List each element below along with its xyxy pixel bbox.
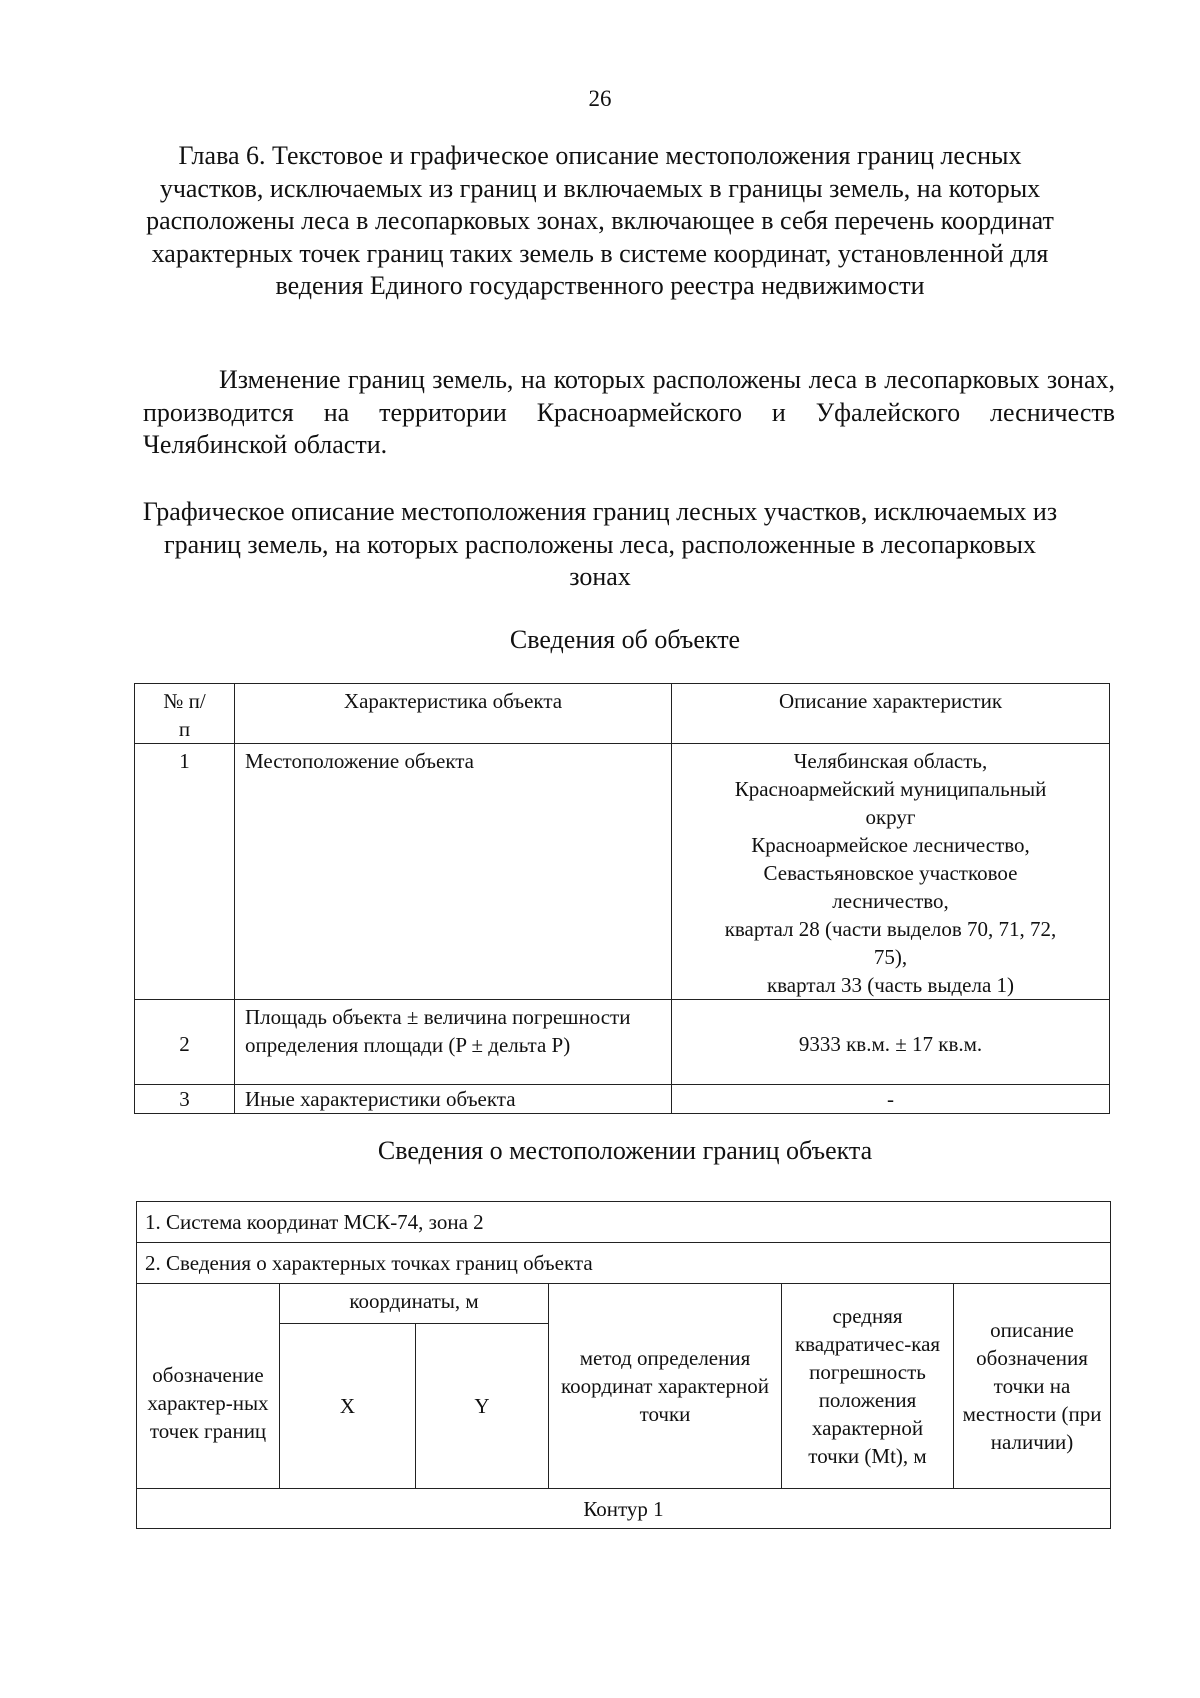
table-header-row bbox=[135, 684, 1110, 744]
chapter-title: Глава 6. Текстовое и графическое описание местоположения границ лесных участков, исключаемых из границ и включаемых в границы земель, на которых расположены леса в лесопарковых зонах, включающее в себя перечень координат характерных точек границ таких земель в системе координат, установленной для ведения Единого государственного реестра недвижимости bbox=[146, 141, 1054, 300]
header-method: метод определения координат характерной точки bbox=[549, 1284, 782, 1489]
row-num: 3 bbox=[135, 1085, 235, 1114]
contour-label: Контур 1 bbox=[137, 1489, 1111, 1529]
contour-row bbox=[137, 1489, 1111, 1529]
description-line: квартал 33 (часть выдела 1) bbox=[766, 973, 1015, 997]
table-row bbox=[135, 1085, 1110, 1114]
header-y: Y bbox=[416, 1324, 549, 1489]
row-num: 2 bbox=[135, 1000, 235, 1085]
header-coordinates: координаты, м bbox=[280, 1284, 549, 1324]
object-info-heading: Сведения об объекте bbox=[509, 625, 741, 654]
header-description: Описание характеристик bbox=[672, 684, 1110, 744]
row-characteristic: Площадь объекта ± величина погрешности определения площади (P ± дельта P) bbox=[235, 1000, 672, 1085]
description-line: 75), bbox=[873, 945, 908, 969]
coord-system-row bbox=[137, 1202, 1111, 1243]
description-line: лесничество, bbox=[832, 889, 949, 913]
row-description: - bbox=[672, 1085, 1110, 1114]
description-line: округ bbox=[865, 805, 916, 829]
coord-system: 1. Система координат МСК-74, зона 2 bbox=[137, 1202, 1111, 1243]
row-description bbox=[672, 744, 1110, 1000]
points-title: 2. Сведения о характерных точках границ объекта bbox=[137, 1243, 1111, 1284]
description-line: Красноармейское лесничество, bbox=[751, 833, 1030, 857]
description-line: Севастьяновское участковое bbox=[763, 861, 1018, 885]
row-characteristic: Иные характеристики объекта bbox=[235, 1085, 672, 1114]
boundary-info-heading: Сведения о местоположении границ объекта bbox=[377, 1136, 873, 1165]
description-line: квартал 28 (части выделов 70, 71, 72, bbox=[724, 917, 1057, 941]
header-point-description: описание обозначения точки на местности (при наличии) bbox=[954, 1284, 1111, 1489]
table-row bbox=[135, 744, 1110, 1000]
description-line: Челябинская область, bbox=[793, 749, 988, 773]
graphic-description-subtitle: Графическое описание местоположения границ лесных участков, исключаемых из границ земель, на которых расположены леса, расположенные в лесопарковых зонах bbox=[142, 497, 1058, 591]
object-info-table bbox=[134, 683, 1110, 1114]
boundary-table bbox=[136, 1201, 1111, 1529]
header-x: X bbox=[280, 1324, 416, 1489]
table-row bbox=[135, 1000, 1110, 1085]
page-number: 26 bbox=[588, 86, 612, 111]
points-title-row bbox=[137, 1243, 1111, 1284]
header-num: № п/п bbox=[135, 684, 235, 744]
row-characteristic: Местоположение объекта bbox=[235, 744, 672, 1000]
header-designation: обозначение характер-ных точек границ bbox=[137, 1284, 280, 1489]
row-description: 9333 кв.м. ± 17 кв.м. bbox=[672, 1000, 1110, 1085]
table-header-row bbox=[137, 1284, 1111, 1324]
header-error: средняя квадратичес-кая погрешность положения характерной точки (Mt), м bbox=[782, 1284, 954, 1489]
row-num: 1 bbox=[135, 744, 235, 1000]
description-line: Красноармейский муниципальный bbox=[734, 777, 1047, 801]
intro-paragraph: Изменение границ земель, на которых расположены леса в лесопарковых зонах, производится на территории Красноармейского и Уфалейского лесничеств Челябинской области. bbox=[143, 365, 1115, 459]
header-characteristic: Характеристика объекта bbox=[235, 684, 672, 744]
